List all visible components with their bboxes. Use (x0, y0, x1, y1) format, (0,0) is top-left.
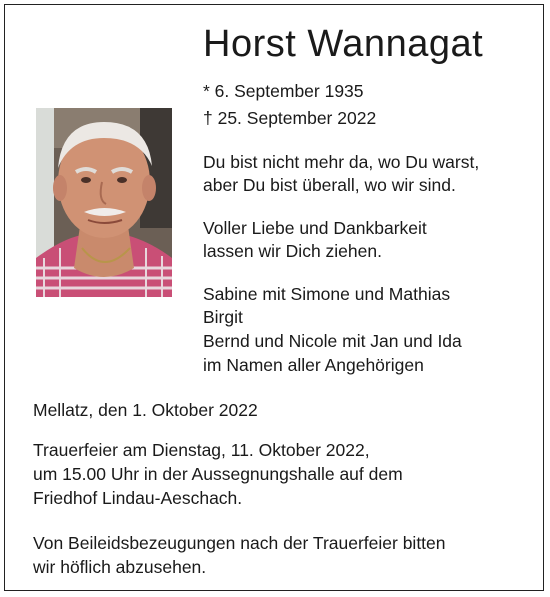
request-line-1: Von Beileidsbezeugungen nach der Trauerfeier bitten (33, 533, 446, 553)
family-line-1: Sabine mit Simone und Mathias (203, 284, 451, 304)
family-line-4: im Namen aller Angehörigen (203, 355, 424, 375)
service-line-3: Friedhof Lindau-Aeschach. (33, 488, 243, 508)
verse-2-line-1: Voller Liebe und Dankbarkeit (203, 218, 427, 238)
request-line-2: wir höflich abzusehen. (33, 557, 207, 577)
death-date: † 25. September 2022 (203, 108, 377, 128)
place-date: Mellatz, den 1. Oktober 2022 (33, 400, 258, 420)
service-line-2: um 15.00 Uhr in der Aussegnungshalle auf dem (33, 464, 403, 484)
service-line-1: Trauerfeier am Dienstag, 11. Oktober 2022, (33, 440, 370, 460)
deceased-name: Horst Wannagat (203, 23, 484, 65)
family-line-2: Birgit (203, 307, 243, 327)
family-line-3: Bernd und Nicole mit Jan und Ida (203, 331, 462, 351)
portrait-photo (36, 108, 172, 297)
verse-2-line-2: lassen wir Dich ziehen. (203, 241, 382, 261)
birth-date: * 6. September 1935 (203, 81, 364, 101)
verse-1-line-1: Du bist nicht mehr da, wo Du warst, (203, 152, 480, 172)
verse-1-line-2: aber Du bist überall, wo wir sind. (203, 175, 456, 195)
